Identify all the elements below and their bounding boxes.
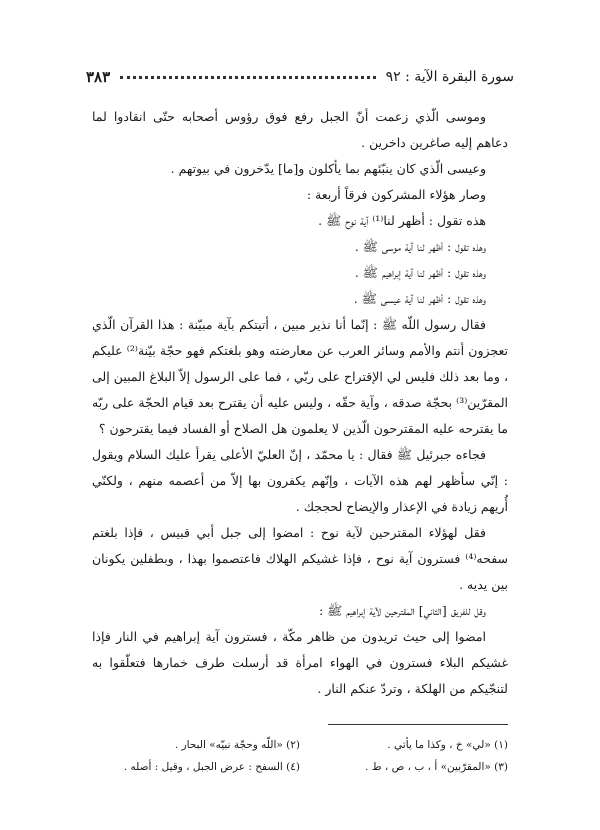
list-item: وهذه تقول : أظهر لنا آية عيسى ﷺ . <box>353 291 486 306</box>
paragraph: وعيسى الّذي كان ينبّئهم بما يأكلون و[ما] يدّخرون في بيوتهم . <box>170 161 486 176</box>
footnote-row <box>92 734 508 756</box>
page-number: ٣٨٣ <box>86 68 111 86</box>
list-item: وهذه تقول : أظهر لنا آية موسى ﷺ . <box>354 239 486 254</box>
paragraph: فجاءه جبرئيل ﷺ فقال : يا محمّد ، إنّ العليّ الأعلى يقرأ عليك السلام ويقول : إنّي سأظهر لهم هذه الآيات ، وإنّهم يكفرون بها إلاّ من أعصمه منهم ، ولكنّي أُريهم زيادة في الإعذار والإيضاح لحججك . <box>92 447 508 514</box>
footnote: (٤) السفح : عرض الجبل ، وقيل : أصله . <box>123 761 300 773</box>
paragraph: فقل لهؤلاء المقترحين لآية نوح : امضوا إلى جبل أبي قبيس ، فإذا بلغتم سفحه⁽⁴⁾ فسترون آية نوح ، فإذا غشيكم الهلاك فاعتصموا بهذا ، وبطفلين يكونان بين يديه . <box>92 525 508 592</box>
running-title: سورة البقرة الآية : ٩٢ <box>385 69 514 85</box>
main-text <box>92 104 508 702</box>
footnote: (٣) «المقرّبين» أ ، ب ، ص ، ط . <box>365 761 508 773</box>
page-header <box>86 66 514 88</box>
footnotes <box>92 734 508 778</box>
paragraph: وموسى الّذي زعمت أنّ الجبل رفع فوق رؤوس أصحابه حتّى انقادوا لما دعاهم إليه صاغرين داخرين . <box>92 109 508 150</box>
footnote-separator <box>328 724 508 725</box>
paragraph: وصار هؤلاء المشركون فرقاً أربعة : <box>306 187 486 202</box>
list-item: هذه تقول : أظهر لنا⁽¹⁾ آية نوح ﷺ . <box>318 213 486 228</box>
header-dotted-rule <box>120 76 375 79</box>
footnote: (٢) «اللّه وحجّة نبيّه» البحار . <box>174 739 300 751</box>
list-item: وهذه تقول : أظهر لنا آية إبراهيم ﷺ . <box>354 265 486 280</box>
footnote: (١) «لي» خ ، وكذا ما يأتي . <box>387 739 508 751</box>
paragraph: امضوا إلى حيث تريدون من ظاهر مكّة ، فسترون آية إبراهيم في النار فإذا غشيكم البلاء فسترون في الهواء امرأة قد أرسلت طرف خمارها فتعلّقوا به لتنجّيكم من الهلكة ، وتردّ عنكم النار . <box>92 629 508 696</box>
paragraph: فقال رسول اللّه ﷺ : إنّما أنا نذير مبين ، أتيتكم بآية مبيّنة : هذا القرآن الّذي تعجزون أنتم والأمم وسائر العرب عن معارضته وهو بلغتكم فهو حجّة بيّنة⁽²⁾ عليكم ، وما بعد ذلك فليس لي الإقتراح على ربّي ، فما على الرسول إلاّ البلاغ المبين إلى المقرّين⁽³⁾ بحجّة صدقه ، وآية حقّه ، وليس عليه أن يقترح بعد قيام الحجّة على ربّه ما يقترحه عليه المقترحون الّذين لا يعلمون هل الصلاح أو الفساد فيما يقترحون ؟ <box>92 317 508 436</box>
paragraph: وقل للفريق [الثاني] المقترحين لآية إبراهيم ﷺ : <box>319 603 486 618</box>
footnote-row <box>92 756 508 778</box>
